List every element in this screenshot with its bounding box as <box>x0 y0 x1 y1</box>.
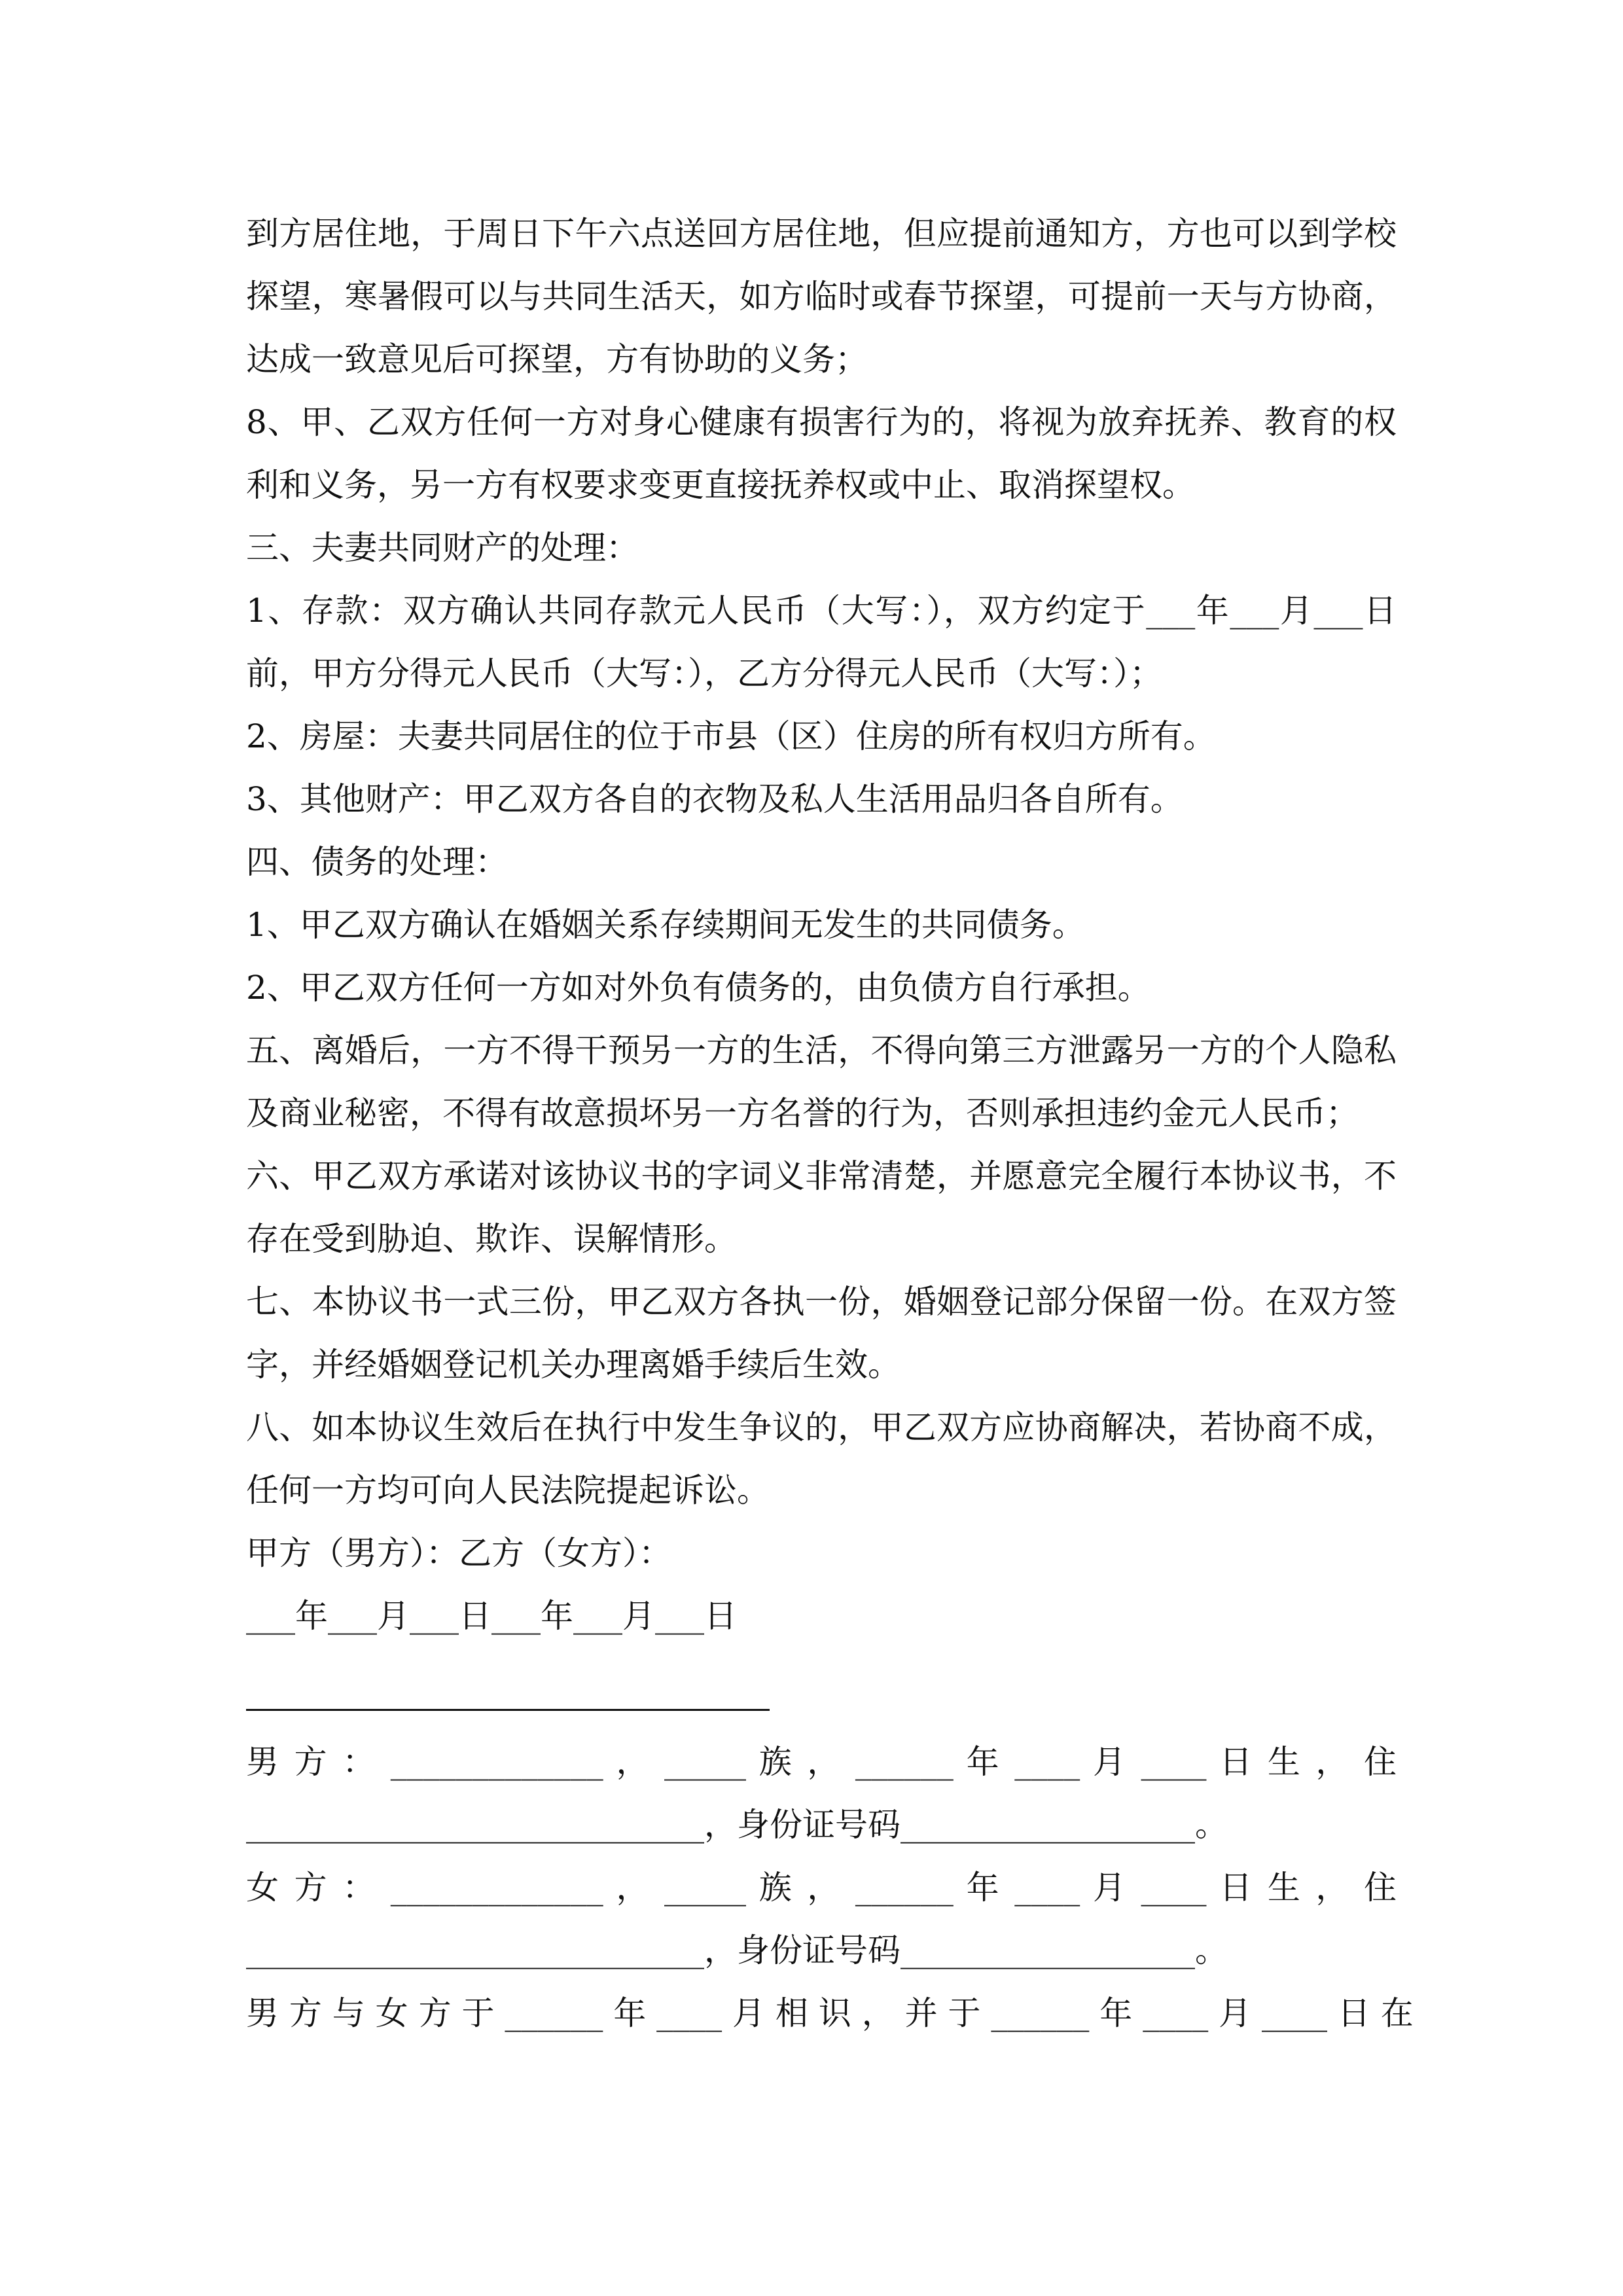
meeting-date-line: 男 方 与 女 方 于 ______ 年 ____ 月 相 识 ， 并 于 ______ 年 ____ 月 ____ 日 在 <box>246 1994 1414 2032</box>
paragraph-line: 探望，寒暑假可以与共同生活天，如方临时或春节探望，可提前一天与方协商， <box>246 278 1397 315</box>
clause-6-line: 六、甲乙双方承诺对该协议书的字词义非常清楚，并愿意完全履行本协议书，不 <box>246 1157 1397 1195</box>
clause-8-line: 利和义务，另一方有权要求变更直接抚养权或中止、取消探望权。 <box>246 466 1195 504</box>
debt-clause-1: 1、甲乙双方确认在婚姻关系存续期间无发生的共同债务。 <box>246 906 1085 944</box>
clause-5-line: 及商业秘密，不得有故意损坏另一方名誉的行为，否则承担违约金元人民币； <box>246 1094 1359 1132</box>
clause-5-line: 五、离婚后，一方不得干预另一方的生活，不得向第三方泄露另一方的个人隐私 <box>246 1031 1397 1069</box>
signature-dates: ___年___月___日___年___月___日 <box>246 1597 737 1635</box>
clause-7-line: 字，并经婚姻登记机关办理离婚手续后生效。 <box>246 1346 901 1384</box>
clause-7-line: 七、本协议书一式三份，甲乙双方各执一份，婚姻登记部分保留一份。在双方签 <box>246 1283 1397 1321</box>
clause-8b-line: 任何一方均可向人民法院提起诉讼。 <box>246 1471 770 1509</box>
section-heading-property: 三、夫妻共同财产的处理： <box>246 529 639 567</box>
section-heading-debt: 四、债务的处理： <box>246 843 508 881</box>
signature-parties: 甲方（男方）：乙方（女方）： <box>246 1534 671 1572</box>
paragraph-line: 到方居住地，于周日下午六点送回方居住地，但应提前通知方，方也可以到学校 <box>246 215 1397 253</box>
debt-clause-2: 2、甲乙双方任何一方如对外负有债务的，由负债方自行承担。 <box>246 969 1150 1007</box>
male-id-line: ____________________________，身份证号码__________________。 <box>246 1806 1228 1844</box>
deposit-clause-line: 前，甲方分得元人民币（大写：），乙方分得元人民币（大写：）； <box>246 655 1162 692</box>
deposit-clause-line: 1、存款：双方确认共同存款元人民币（大写：），双方约定于___年___月___日 <box>246 592 1397 630</box>
separator-rule <box>246 1709 770 1711</box>
paragraph-line: 达成一致意见后可探望，方有协助的义务； <box>246 340 868 378</box>
clause-8-line: 8、甲、乙双方任何一方对身心健康有损害行为的，将视为放弃抚养、教育的权 <box>246 403 1397 441</box>
house-clause: 2、房屋：夫妻共同居住的位于市县（区）住房的所有权归方所有。 <box>246 717 1216 755</box>
clause-6-line: 存在受到胁迫、欺诈、误解情形。 <box>246 1220 737 1258</box>
female-info-line: 女 方 ： _____________ ， _____ 族 ， ______ 年 ____ 月 ____ 日 生 ， 住 <box>246 1869 1397 1907</box>
other-property-clause: 3、其他财产：甲乙双方各自的衣物及私人生活用品归各自所有。 <box>246 780 1183 818</box>
clause-8b-line: 八、如本协议生效后在执行中发生争议的，甲乙双方应协商解决，若协商不成， <box>246 1408 1397 1446</box>
male-info-line: 男 方 ： _____________ ， _____ 族 ， ______ 年 ____ 月 ____ 日 生 ， 住 <box>246 1743 1397 1781</box>
female-id-line: ____________________________，身份证号码__________________。 <box>246 1931 1228 1969</box>
